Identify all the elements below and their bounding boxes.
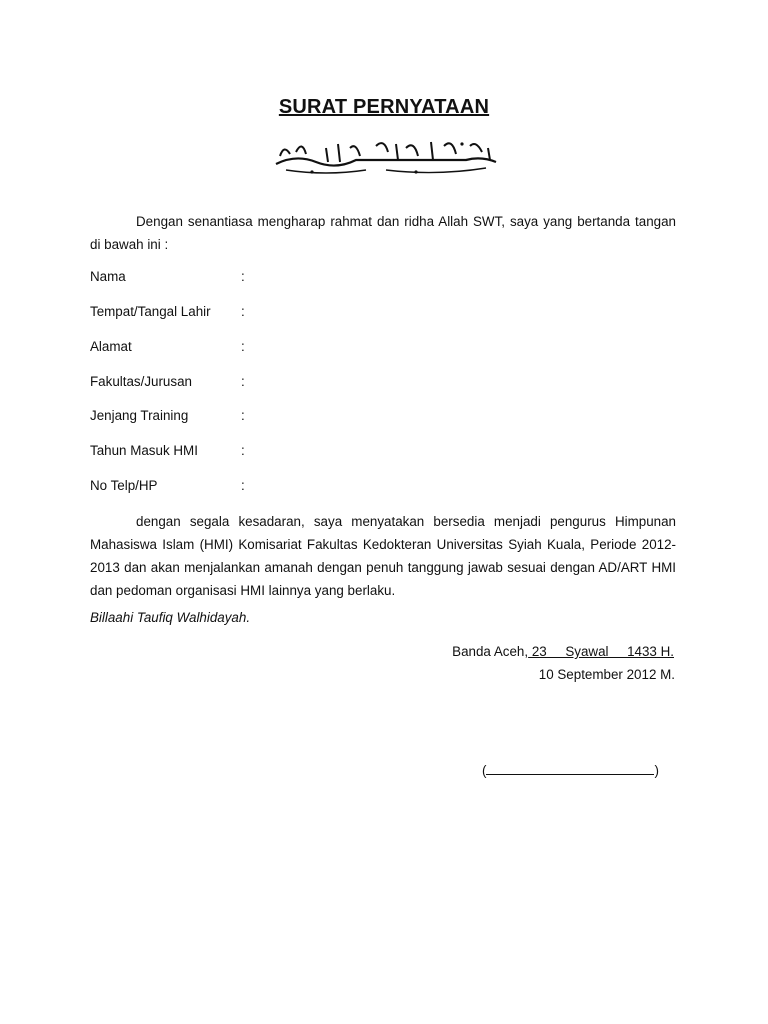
field-label: Nama — [90, 269, 126, 284]
field-tempat-tanggal-lahir — [90, 302, 390, 322]
field-colon: : — [241, 408, 245, 423]
field-colon: : — [241, 478, 245, 493]
field-colon: : — [241, 339, 245, 354]
field-colon: : — [241, 304, 245, 319]
field-label: Fakultas/Jurusan — [90, 374, 192, 389]
gregorian-date: 10 September 2012 M. — [538, 667, 675, 682]
field-fakultas-jurusan — [90, 372, 390, 392]
basmalah-calligraphy — [266, 134, 510, 180]
field-label: Tahun Masuk HMI — [90, 443, 198, 458]
intro-text: Dengan senantiasa mengharap rahmat dan ridha Allah SWT, saya yang bertanda tangan di bawah ini : — [90, 214, 676, 252]
signature-line — [486, 760, 654, 775]
document-title: SURAT PERNYATAAN — [278, 96, 490, 118]
field-label: Alamat — [90, 339, 132, 354]
field-alamat — [90, 337, 390, 357]
field-tahun-masuk-hmi — [90, 441, 390, 461]
field-colon: : — [241, 443, 245, 458]
field-label: Jenjang Training — [90, 408, 189, 423]
field-no-telp-hp — [90, 476, 390, 496]
hijri-date: 23 Syawal 1433 H. — [528, 644, 674, 659]
signature-close-paren: ) — [654, 763, 659, 778]
field-colon: : — [241, 374, 245, 389]
signature-open-paren: ( — [482, 763, 487, 778]
field-nama — [90, 267, 390, 287]
field-colon: : — [241, 269, 245, 284]
statement-paragraph — [90, 510, 676, 602]
statement-text: dengan segala kesadaran, saya menyatakan bersedia menjadi pengurus Himpunan Mahasiswa Islam (HMI) Komisariat Fakultas Kedokteran Universitas Syiah Kuala, Periode 2012-2013 dan akan menjalankan amanah dengan penuh tanggung jawab sesuai dengan AD/ART HMI dan pedoman organisasi HMI lainnya yang berlaku. — [90, 514, 676, 598]
place-text: Banda Aceh, — [452, 644, 529, 659]
intro-paragraph — [90, 210, 676, 256]
field-label: Tempat/Tangal Lahir — [90, 304, 211, 319]
closing-phrase: Billaahi Taufiq Walhidayah. — [90, 610, 251, 625]
place-and-hijri-date — [452, 642, 674, 662]
signature-block — [482, 760, 659, 781]
field-label: No Telp/HP — [90, 478, 158, 493]
field-jenjang-training — [90, 406, 390, 426]
